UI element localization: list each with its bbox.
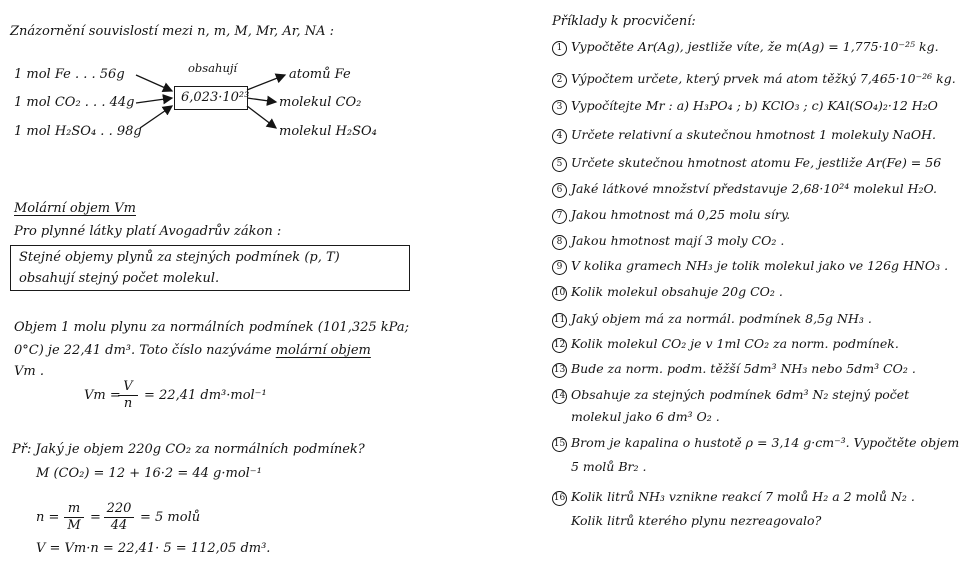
exercise-item-4 xyxy=(552,127,936,144)
page-title: Znázornění souvislostí mezi n, m, M, Mr, Ar, NA : xyxy=(10,24,335,39)
exercise-item-11 xyxy=(552,311,872,328)
example-question: Př: Jaký je objem 220g CO₂ za normálních podmínek? xyxy=(12,442,365,457)
exercise-item-12 xyxy=(552,336,899,353)
exercise-item-7 xyxy=(552,207,790,224)
exercise-text: Jaký objem má za normál. podmínek 8,5g NH₃ . xyxy=(571,311,872,326)
formula-fraction xyxy=(118,379,138,412)
para-line-2-text: 0°C) je 22,41 dm³. Toto číslo nazýváme xyxy=(14,343,276,358)
formula-rhs: = 22,41 dm³·mol⁻¹ xyxy=(144,388,267,403)
example-n-eq: = xyxy=(90,510,101,525)
para-line-3: Vm . xyxy=(14,364,44,379)
arrow-h2so4-to-box xyxy=(140,106,172,128)
example-n-fraction-2 xyxy=(104,501,134,534)
avogadro-number: 6,023·10²³ xyxy=(181,90,250,105)
formula-lhs: Vm = xyxy=(84,388,121,403)
exercise-number: 4 xyxy=(552,129,567,144)
exercise-item-15 xyxy=(552,435,959,452)
arrow-fe-to-box xyxy=(136,75,172,91)
arrow-box-to-atoms xyxy=(247,75,285,90)
exercise-number: 3 xyxy=(552,100,567,115)
exercise-number: 12 xyxy=(552,338,567,353)
molar-volume-heading: Molární objem Vm xyxy=(14,201,136,216)
exercise-number: 2 xyxy=(552,73,567,88)
exercise-text: Kolik molekul obsahuje 20g CO₂ . xyxy=(571,284,783,299)
exercise-item-14-cont: molekul jako 6 dm³ O₂ . xyxy=(571,409,720,424)
arrow-co2-to-box xyxy=(136,98,172,103)
exercise-text: Bude za norm. podm. těžší 5dm³ NH₃ nebo 5dm³ CO₂ . xyxy=(571,361,916,376)
diagram-out-molecules-co2: molekul CO₂ xyxy=(279,95,362,110)
example-n-den-2: 44 xyxy=(110,518,128,533)
exercise-text: Jakou hmotnost má 0,25 molu síry. xyxy=(571,207,791,222)
exercises-title: Příklady k procvičení: xyxy=(552,14,696,29)
law-line-1: Stejné objemy plynů za stejných podmínek (p, T) xyxy=(19,250,340,265)
arrow-box-to-co2 xyxy=(247,98,276,102)
exercise-number: 7 xyxy=(552,209,567,224)
arrow-box-to-h2so4 xyxy=(247,106,276,128)
exercise-number: 15 xyxy=(552,437,567,452)
law-line-2: obsahují stejný počet molekul. xyxy=(19,271,220,286)
contains-label: obsahují xyxy=(188,61,238,75)
example-molar-mass: M (CO₂) = 12 + 16·2 = 44 g·mol⁻¹ xyxy=(36,466,262,481)
exercise-item-1 xyxy=(552,39,939,56)
exercise-number: 5 xyxy=(552,157,567,172)
example-n-rhs: = 5 molů xyxy=(140,510,201,525)
diagram-out-atoms-fe: atomů Fe xyxy=(289,67,351,82)
exercise-item-6 xyxy=(552,181,937,198)
example-n-num-2: 220 xyxy=(104,501,134,518)
example-n-num: m xyxy=(64,501,84,518)
exercise-item-8 xyxy=(552,233,784,250)
exercise-item-16-cont: Kolik litrů kterého plynu nezreagovalo? xyxy=(571,513,822,528)
exercise-number: 11 xyxy=(552,313,567,328)
para-line-2 xyxy=(14,343,371,359)
exercise-item-15-cont: 5 molů Br₂ . xyxy=(571,459,647,474)
formula-denominator: n xyxy=(123,396,133,411)
exercise-text: Brom je kapalina o hustotě ρ = 3,14 g·cm⁻³. Vypočtěte objem xyxy=(571,435,960,450)
exercise-text: Vypočtěte Ar(Ag), jestliže víte, že m(Ag) = 1,775·10⁻²⁵ kg. xyxy=(571,39,939,54)
exercise-item-5 xyxy=(552,155,941,172)
exercise-number: 9 xyxy=(552,260,567,275)
exercise-item-13 xyxy=(552,361,916,378)
exercise-text: Obsahuje za stejných podmínek 6dm³ N₂ stejný počet xyxy=(571,387,910,402)
exercise-item-9 xyxy=(552,258,948,275)
example-n-lhs: n = xyxy=(36,510,60,525)
exercise-number: 10 xyxy=(552,286,567,301)
exercise-item-3 xyxy=(552,98,938,115)
exercise-item-2 xyxy=(552,71,956,88)
exercise-number: 16 xyxy=(552,491,567,506)
exercise-item-10 xyxy=(552,284,783,301)
diagram-row-co2: 1 mol CO₂ . . . 44g xyxy=(14,95,135,110)
diagram-row-h2so4: 1 mol H₂SO₄ . . 98g xyxy=(14,124,142,139)
avogadro-intro: Pro plynné látky platí Avogadrův zákon : xyxy=(14,224,282,239)
example-n-den: M xyxy=(67,518,81,533)
example-volume: V = Vm·n = 22,41· 5 = 112,05 dm³. xyxy=(36,541,271,556)
exercise-number: 14 xyxy=(552,389,567,404)
exercise-number: 6 xyxy=(552,183,567,198)
exercise-text: Kolik litrů NH₃ vznikne reakcí 7 molů H₂ a 2 molů N₂ . xyxy=(571,489,915,504)
exercise-text: Určete relativní a skutečnou hmotnost 1 molekuly NaOH. xyxy=(571,127,937,142)
exercise-item-14 xyxy=(552,387,909,404)
exercise-text: Kolik molekul CO₂ je v 1ml CO₂ za norm. podmínek. xyxy=(571,336,899,351)
exercise-text: Jakou hmotnost mají 3 moly CO₂ . xyxy=(571,233,785,248)
exercise-text: Určete skutečnou hmotnost atomu Fe, jestliže Ar(Fe) = 56 xyxy=(571,155,942,170)
exercise-number: 1 xyxy=(552,41,567,56)
exercise-number: 13 xyxy=(552,363,567,378)
exercise-text: Výpočtem určete, který prvek má atom těžký 7,465·10⁻²⁶ kg. xyxy=(571,71,956,86)
exercise-text: V kolika gramech NH₃ je tolik molekul jako ve 126g HNO₃ . xyxy=(571,258,949,273)
diagram-out-molecules-h2so4: molekul H₂SO₄ xyxy=(279,124,377,139)
example-n-fraction xyxy=(64,501,84,534)
exercise-item-16 xyxy=(552,489,915,506)
exercise-text: Jaké látkové množství představuje 2,68·10²⁴ molekul H₂O. xyxy=(571,181,938,196)
formula-numerator: V xyxy=(118,379,138,396)
exercise-number: 8 xyxy=(552,235,567,250)
avogadro-law-box xyxy=(10,245,410,291)
exercise-text: Vypočítejte Mr : a) H₃PO₄ ; b) KClO₃ ; c) KAl(SO₄)₂·12 H₂O xyxy=(571,98,938,113)
molar-volume-term: molární objem xyxy=(275,343,371,358)
para-line-1: Objem 1 molu plynu za normálních podmínek (101,325 kPa; xyxy=(14,320,409,335)
diagram-row-fe: 1 mol Fe . . . 56g xyxy=(14,67,125,82)
